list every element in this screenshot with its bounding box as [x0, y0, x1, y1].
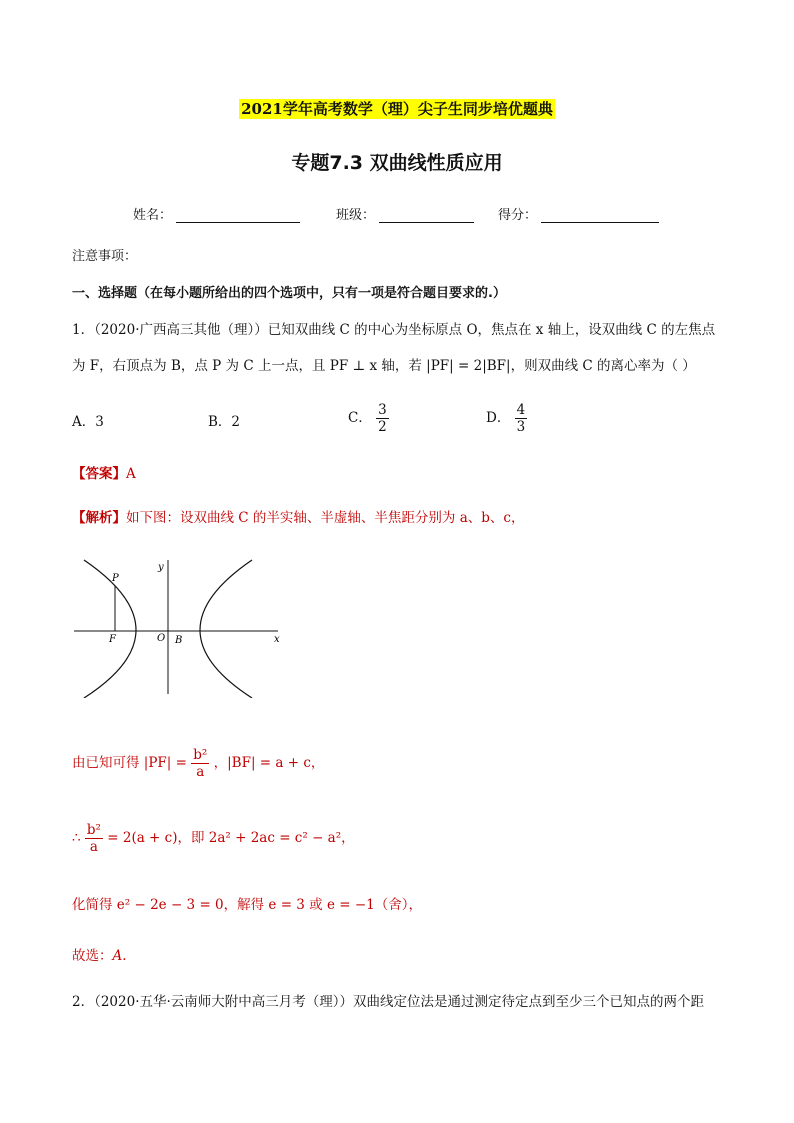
analysis-label: 【解析】: [72, 510, 126, 526]
q1-option-c-label: C．: [348, 410, 372, 426]
q1-option-c: [348, 402, 389, 435]
q1-option-b: B．2: [208, 414, 241, 430]
q2-stem-line1: 2．（2020·五华·云南师大附中高三月考（理））双曲线定位法是通过测定待定点到至少三个已知点的两个距: [72, 994, 705, 1010]
step1-fraction: $\frac{\text{b²}}{a}$: [193, 747, 208, 780]
label-p: P: [112, 573, 119, 584]
hyperbola-figure: [70, 558, 290, 698]
q1-analysis: [72, 508, 524, 528]
notice-heading: 注意事项：: [72, 249, 138, 264]
class-label: 班级：: [336, 208, 376, 223]
section-heading: 一、选择题（在每小题所给出的四个选项中，只有一项是符合题目要求的.）: [72, 286, 506, 301]
class-field: [336, 204, 474, 223]
score-blank[interactable]: [541, 208, 659, 223]
score-label: 得分：: [498, 208, 538, 223]
label-o: O: [157, 633, 166, 644]
q1-step2: ∴ $\frac{\text{b²}}{a}$ = 2(a + c)，即 2a² + 2ac = c² − a²，: [72, 822, 355, 855]
q1-answer: [72, 464, 136, 484]
q1-option-d-fraction: $\frac{4}{3}$: [516, 402, 526, 435]
page-header-banner: 2021学年高考数学（理）尖子生同步培优题典: [241, 100, 553, 118]
label-b: B: [175, 635, 183, 646]
q1-stem-line1: 1．（2020·广西高三其他（理））已知双曲线 C 的中心为坐标原点 O，焦点在 x 轴上，设双曲线 C 的左焦点: [72, 322, 716, 338]
q1-option-d-label: D．: [486, 410, 511, 426]
label-f: F: [109, 634, 116, 645]
q1-option-d: [486, 402, 527, 435]
name-field: [133, 204, 300, 223]
q1-conclusion: 故选：A.: [72, 948, 127, 964]
label-x: x: [274, 634, 280, 645]
right-hyperbola-branch: [200, 560, 252, 698]
label-y: y: [158, 562, 164, 573]
q1-stem-line2: 为 F，右顶点为 B，点 P 为 C 上一点，且 PF ⊥ x 轴，若 |PF| = 2|BF|，则双曲线 C 的离心率为（ ）: [72, 358, 696, 374]
class-blank[interactable]: [379, 208, 474, 223]
score-field: [498, 204, 659, 223]
q1-option-c-fraction: $\frac{3}{2}$: [378, 402, 387, 435]
analysis-text: 如下图：设双曲线 C 的半实轴、半虚轴、半焦距分别为 a、b、c，: [126, 510, 525, 526]
page-title: 专题7.3 双曲线性质应用: [291, 152, 503, 174]
left-hyperbola-branch: [84, 560, 136, 698]
answer-value: A: [126, 466, 136, 482]
step2-fraction: $\frac{\text{b²}}{a}$: [86, 822, 101, 855]
q1-step3: 化简得 e² − 2e − 3 = 0，解得 e = 3 或 e = −1（舍），: [72, 897, 423, 913]
q1-step1: 由已知可得 |PF| = $\frac{\text{b²}}{a}$ ，|BF| = a + c，: [72, 747, 325, 780]
q1-option-a: A．3: [72, 414, 104, 430]
answer-label: 【答案】: [72, 466, 126, 482]
name-blank[interactable]: [176, 208, 300, 223]
name-label: 姓名：: [133, 208, 173, 223]
